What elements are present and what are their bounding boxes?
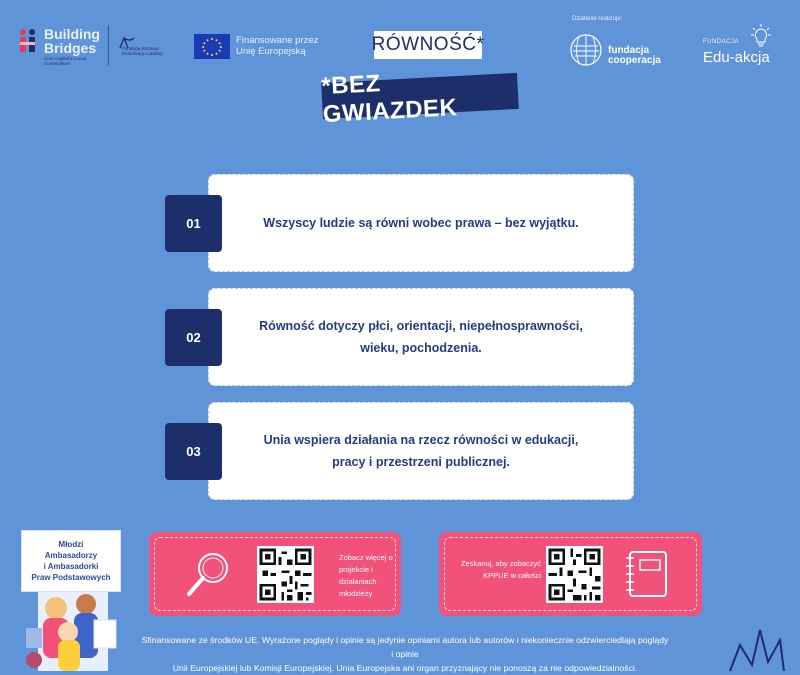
banner-title: *BEZ GWIAZDEK bbox=[320, 70, 459, 129]
frdl-logo-text: Fundacja Rozwoju Demokracji Lokalnej bbox=[122, 46, 163, 56]
building-bridges-subtitle: Civic Capital in Local Communities bbox=[44, 56, 86, 66]
charter-qr-code[interactable] bbox=[546, 546, 603, 603]
sparkle-decoration bbox=[710, 610, 800, 671]
campaign-label-box bbox=[371, 31, 485, 59]
building-bridges-title: Building Bridges bbox=[44, 26, 100, 56]
charter-qr-box bbox=[439, 532, 702, 616]
notebook-icon bbox=[622, 548, 674, 600]
list-item-number-badge: 02 bbox=[165, 309, 222, 366]
eu-funding-text: Finansowane przez Unię Europejską bbox=[236, 35, 319, 57]
charter-qr-caption: Zeskanuj, aby zobaczyć KPPUE w całości bbox=[460, 559, 541, 580]
eu-flag-icon bbox=[194, 34, 230, 59]
project-qr-box bbox=[149, 532, 401, 616]
implemented-by-label: Działanie realizuje: bbox=[572, 16, 623, 22]
footer-disclaimer bbox=[140, 633, 670, 675]
project-qr-caption: Zobacz więcej o projekcie i działaniach młodzieży bbox=[339, 553, 393, 598]
list-item-card-2 bbox=[208, 288, 634, 386]
list-item-card-1 bbox=[208, 174, 634, 272]
cooperacja-logo-text: fundacja cooperacja bbox=[608, 45, 661, 66]
footer-line-2: Unii Europejskiej lub Komisji Europejskiej. Unia Europejska ani organ przyznający nie ponoszą za nie odpowiedzialności. bbox=[172, 663, 638, 673]
youth-group-illustration bbox=[8, 580, 133, 671]
list-item-text: Unia wspiera działania na rzecz równości w edukacji, pracy i przestrzeni publicznej. bbox=[263, 433, 579, 469]
edu-akcja-foundation-label: FUNDACJA bbox=[703, 39, 740, 45]
list-item-text: Równość dotyczy płci, orientacji, niepełnosprawności, wieku, pochodzenia. bbox=[259, 319, 583, 355]
ambassadors-sign bbox=[21, 530, 121, 592]
cooperacja-globe-icon bbox=[570, 34, 602, 66]
ambassadors-title: Młodzi Ambasadorzy i Ambasadorki Praw Podstawowych bbox=[31, 540, 111, 582]
building-bridges-logo-icon bbox=[18, 28, 40, 54]
logo-divider bbox=[108, 25, 109, 65]
list-item-text: Wszyscy ludzie są równi wobec prawa – bez wyjątku. bbox=[263, 216, 579, 230]
title-banner bbox=[320, 70, 519, 129]
list-item-number-badge: 01 bbox=[165, 195, 222, 252]
magnifier-icon bbox=[183, 548, 235, 600]
footer-line-1: Sfinansowane ze środków UE. Wyrażone poglądy i opinie są jedynie opiniami autora lub autorów i niekoniecznie odzwierciedlają poglądy i opinie bbox=[141, 635, 669, 659]
list-item-card-3 bbox=[208, 402, 634, 500]
list-item-number-badge: 03 bbox=[165, 423, 222, 480]
edu-akcja-logo-text: Edu-akcja bbox=[703, 49, 770, 66]
lightbulb-icon bbox=[751, 24, 771, 52]
campaign-label: RÓWNOŚĆ* bbox=[371, 34, 485, 55]
project-qr-code[interactable] bbox=[257, 546, 314, 603]
